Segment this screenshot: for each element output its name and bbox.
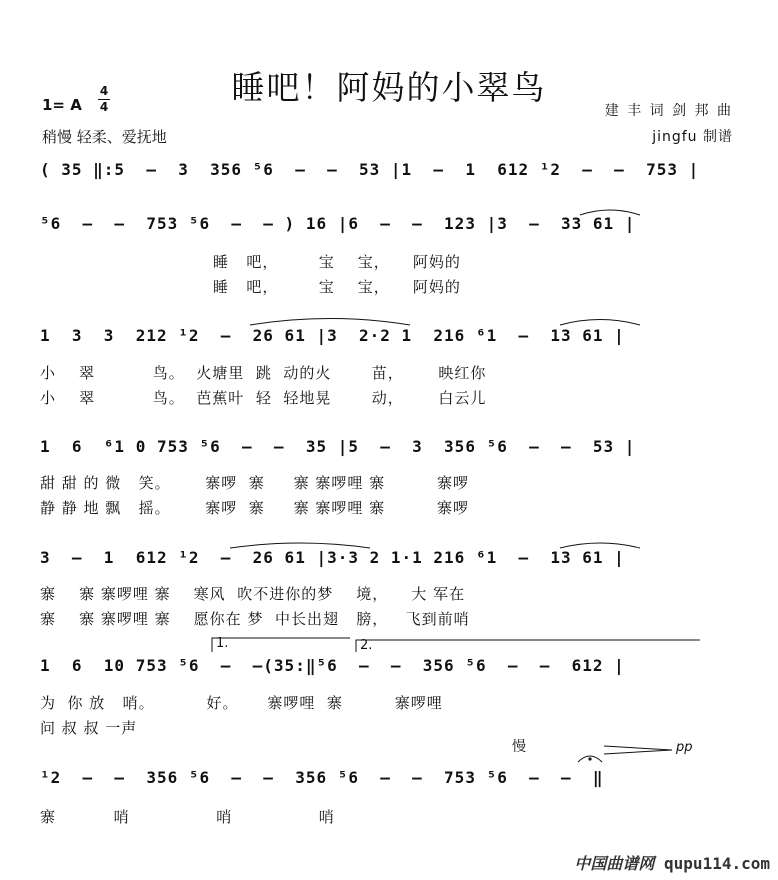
volta-2-bracket	[356, 640, 700, 652]
volta-1-bracket	[212, 638, 350, 652]
notation-line: 1 6 10 753 ⁵6 – –(35:‖⁵6 – – 356 ⁵6 – – 612 |	[40, 656, 625, 675]
lyric-verse-1: 寨 哨 哨 哨	[40, 808, 335, 826]
notation-line: 1 6 ⁶1 0 753 ⁵6 – – 35 |5 – 3 356 ⁵6 – – 53 |	[40, 437, 636, 456]
song-title: 睡吧！阿妈的小翠鸟	[231, 68, 547, 107]
notation-line: 3 – 1 612 ¹2 – 26 61 |3·3 2 1·1 216 ⁶1 – 13 61 |	[40, 548, 625, 567]
lyric-verse-2: 静 静 地 飘 摇。 寨啰 寨 寨 寨啰哩 寨 寨啰	[40, 499, 470, 517]
notation-line: 1 3 3 212 ¹2 – 26 61 |3 2·2 1 216 ⁶1 – 13 61 |	[40, 326, 625, 345]
lyric-verse-1: 甜 甜 的 微 笑。 寨啰 寨 寨 寨啰哩 寨 寨啰	[40, 474, 470, 492]
lyric-composer-credit: 建 丰 词 剑 邦 曲	[604, 103, 733, 119]
notation-line: ( 35 ‖:5 – 3 356 ⁵6 – – 53 |1 – 1 612 ¹2 – – 753 |	[40, 160, 700, 179]
lyric-verse-1: 寨 寨 寨啰哩 寨 寒风 吹不进你的梦 境， 大 军在	[40, 585, 466, 603]
lyric-verse-2: 小 翠 鸟。 芭蕉叶 轻 轻地晃 动， 白云儿	[40, 389, 487, 407]
lyric-verse-1: 为 你 放 哨。 好。 寨啰哩 寨 寨啰哩	[40, 694, 443, 712]
dynamic-marking: pp	[676, 740, 693, 755]
time-sig-bottom: 4	[99, 100, 109, 114]
notation-line: ⁵6 – – 753 ⁵6 – – ) 16 |6 – – 123 |3 – 33 61 |	[40, 214, 636, 233]
site-watermark	[574, 851, 770, 874]
slur	[560, 543, 640, 548]
slur	[580, 210, 640, 215]
slur	[250, 319, 410, 326]
lyric-verse-2: 问 叔 叔 一声	[40, 719, 138, 737]
notation-line: ¹2 – – 356 ⁵6 – – 356 ⁵6 – – 753 ⁵6 – – ‖	[40, 768, 604, 787]
slur	[560, 320, 640, 326]
arranger-credit: jingfu 制谱	[652, 129, 733, 145]
lyric-verse-2: 睡 吧， 宝 宝， 阿妈的	[40, 278, 461, 296]
lyric-verse-1: 睡 吧， 宝 宝， 阿妈的	[40, 253, 461, 271]
lyric-verse-1: 小 翠 鸟。 火塘里 跳 动的火 苗， 映红你	[40, 364, 487, 382]
decrescendo-hairpin	[604, 746, 672, 754]
time-sig-top: 4	[99, 84, 109, 98]
watermark-url: qupu114.com	[664, 854, 770, 873]
fermata-dot	[588, 757, 591, 760]
key-signature: 1= A	[42, 96, 82, 114]
slow-marking: 慢	[512, 739, 526, 755]
volta-2-label: 2.	[360, 638, 373, 653]
lyric-verse-2: 寨 寨 寨啰哩 寨 愿你在 梦 中长出翅 膀， 飞到前哨	[40, 610, 470, 628]
watermark-cn: 中国曲谱网	[574, 854, 655, 873]
tempo-marking: 稍慢 轻柔、爱抚地	[42, 128, 167, 146]
slur	[230, 543, 370, 548]
volta-1-label: 1.	[216, 636, 229, 651]
